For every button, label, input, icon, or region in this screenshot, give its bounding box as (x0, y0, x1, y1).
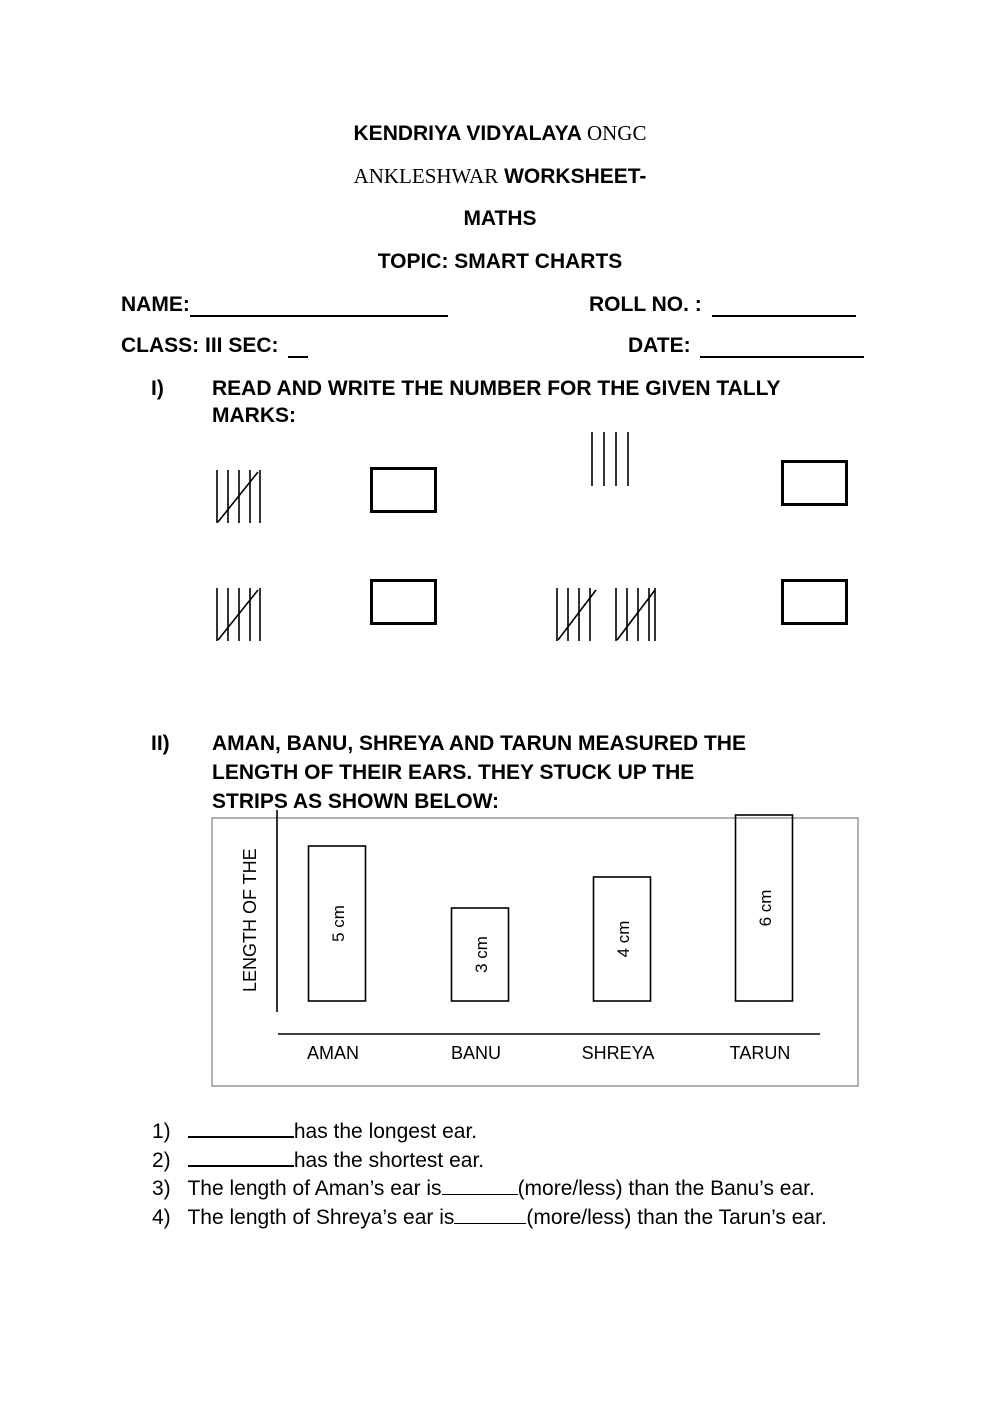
question-3-number: 3) (152, 1177, 171, 1200)
questions-list (152, 1118, 952, 1234)
question-3-text-before: The length of Aman’s ear is (187, 1177, 442, 1200)
class-label: CLASS: III SEC: (121, 334, 279, 357)
question-4-number: 4) (152, 1206, 171, 1229)
x-label-tarun: TARUN (729, 1043, 791, 1063)
x-label-shreya: SHREYA (581, 1043, 655, 1063)
question-2-blank[interactable] (188, 1147, 294, 1167)
name-label: NAME: (121, 293, 190, 316)
question-3 (152, 1176, 952, 1205)
date-label: DATE: (628, 334, 691, 357)
question-4 (152, 1205, 952, 1234)
question-2-number: 2) (152, 1149, 171, 1172)
section1-instruction-line2: MARKS: (212, 404, 296, 427)
worksheet-label: WORKSHEET- (504, 165, 647, 188)
question-2-text: has the shortest ear. (293, 1149, 485, 1172)
strip-label-shreya: 4 cm (614, 920, 633, 958)
question-1-blank[interactable] (188, 1118, 294, 1138)
question-4-text-after: (more/less) than the Tarun’s ear. (526, 1206, 827, 1229)
school-location: ANKLESHWAR (353, 164, 499, 188)
section1-number: I) (151, 377, 164, 400)
question-1-text: has the longest ear. (293, 1120, 478, 1143)
school-branch: ONGC (586, 121, 647, 145)
strip-label-tarun: 6 cm (756, 889, 775, 927)
question-1-number: 1) (152, 1120, 171, 1143)
section2-line2: LENGTH OF THEIR EARS. THEY STUCK UP THE (212, 761, 695, 784)
question-1 (152, 1118, 952, 1147)
question-4-blank[interactable] (454, 1205, 526, 1224)
strip-label-aman: 5 cm (329, 905, 348, 942)
section2-line1: AMAN, BANU, SHREYA AND TARUN MEASURED THE (212, 732, 746, 755)
strip-label-banu: 3 cm (472, 936, 491, 973)
section2-number: II) (151, 732, 170, 755)
subject-title: MATHS (463, 207, 537, 230)
section2-line3: STRIPS AS SHOWN BELOW: (212, 790, 500, 813)
question-4-text-before: The length of Shreya’s ear is (187, 1206, 455, 1229)
question-3-blank[interactable] (442, 1176, 518, 1195)
section1-instruction-line1: READ AND WRITE THE NUMBER FOR THE GIVEN TALLY (212, 377, 781, 400)
school-name: KENDRIYA VIDYALAYA (353, 122, 582, 145)
y-axis-label: LENGTH OF THE (240, 848, 260, 992)
x-label-banu: BANU (450, 1043, 502, 1063)
topic-title: TOPIC: SMART CHARTS (377, 250, 623, 273)
roll-label: ROLL NO. : (589, 293, 702, 316)
x-label-aman: AMAN (306, 1043, 360, 1063)
question-2 (152, 1147, 952, 1176)
question-3-text-after: (more/less) than the Banu’s ear. (517, 1177, 815, 1200)
